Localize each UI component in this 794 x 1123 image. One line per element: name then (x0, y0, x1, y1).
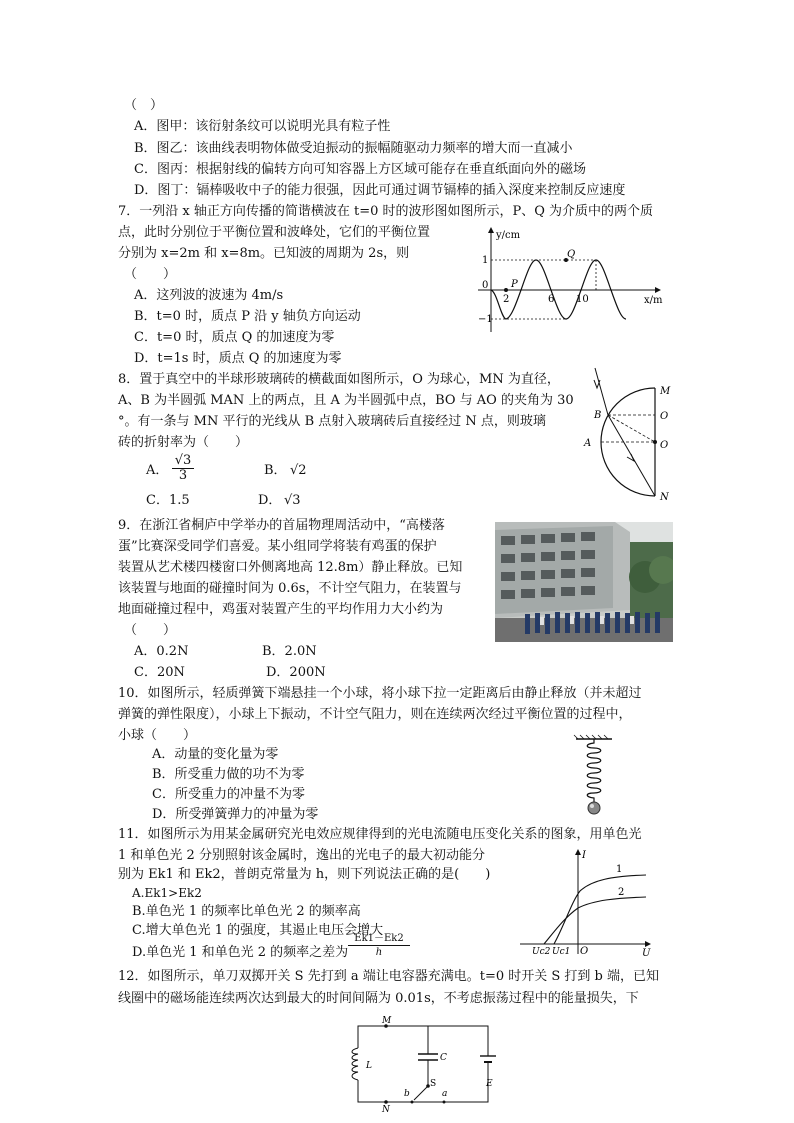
q7-tick-x-6: 6 (548, 294, 555, 305)
q7-tick-y-1: 1 (482, 255, 489, 266)
q11-label-u: U (642, 948, 651, 958)
q8-option-d-label: D． (258, 493, 282, 508)
q7-stem-line3: 分别为 x=2m 和 x=8m。已知波的周期为 2s，则 (118, 246, 410, 261)
q12-label-e: E (486, 1079, 493, 1089)
q10-stem-line3: 小球（ ） (118, 728, 197, 743)
q11-stem-line1: 11．如图所示为用某金属研究光电效应规律得到的光电流随电压变化关系的图象，用单色光 (118, 827, 642, 842)
q10-option-d: D．所受弹簧弹力的冲量为零 (152, 807, 319, 822)
q11-option-a: A.Ek1>Ek2 (132, 886, 202, 900)
q7-y-label: y/cm (496, 230, 521, 241)
q10-option-a: A．动量的变化量为零 (152, 747, 279, 762)
q11-stem-line3: 别为 Ek1 和 Ek2，普朗克常量为 h，则下列说法正确的是( ) (118, 867, 491, 882)
q8-option-a-fraction (172, 454, 194, 483)
q8-option-d-value: √3 (284, 493, 301, 508)
q11-option-b: B.单色光 1 的频率比单色光 2 的频率高 (132, 904, 361, 919)
q9-option-c: C．20N (134, 665, 185, 680)
q8-option-b-label: B． (264, 463, 287, 478)
q11-label-uc1: Uc1 (552, 947, 571, 957)
q7-wave-graph (470, 222, 670, 337)
q8-hemisphere-figure (576, 366, 686, 506)
q12-label-b: b (404, 1089, 410, 1099)
q11-label-i: I (582, 850, 586, 861)
q8-option-b-value: √2 (290, 463, 307, 478)
q11-curve-2 (544, 897, 646, 944)
q8-option-c: C．1.5 (146, 493, 190, 508)
q12-lc-circuit (346, 1014, 506, 1114)
q10-spring-coil (587, 739, 601, 802)
q8-option-a-denominator: 3 (178, 468, 188, 483)
q9-building-photo (495, 522, 673, 642)
q11-label-uc2: Uc2 (532, 947, 551, 957)
q9-paren: （ ） (124, 623, 177, 638)
q10-ball (588, 802, 600, 814)
q7-option-c: C．t=0 时，质点 Q 的加速度为零 (134, 330, 335, 345)
q7-point-p (504, 288, 508, 292)
q7-tick-y-neg1: −1 (478, 314, 493, 325)
q8-label-o: O (660, 440, 669, 451)
q9-stem-line5: 地面碰撞过程中，鸡蛋对装置产生的平均作用力大小约为 (118, 602, 444, 617)
q8-label-m: M (660, 386, 671, 397)
q7-origin: 0 (482, 280, 489, 291)
q7-label-p: P (511, 279, 518, 290)
q11-label-o: O (580, 946, 589, 957)
q8-stem-line2: A、B 为半圆弧 MAN 上的两点，且 A 为半圆弧中点，BO 与 AO 的夹角为 30 (118, 393, 574, 408)
q12-label-l: L (366, 1061, 372, 1071)
q12-stem-line2: 线圈中的磁场能连续两次达到最大的时间间隔为 0.01s，不考虑振荡过程中的能量损失，下 (118, 991, 639, 1006)
q12-stem-line1: 12．如图所示，单刀双掷开关 S 先打到 a 端让电容器充满电。t=0 时开关 S 打到 b 端，已知 (118, 969, 660, 984)
q10-spring-ball-figure (572, 734, 616, 816)
q7-option-a: A．这列波的波速为 4m/s (134, 288, 284, 303)
q9-option-b: B．2.0N (262, 644, 317, 659)
q9-stem-line2: 蛋”比赛深受同学们喜爱。某小组同学将装有鸡蛋的保护 (118, 539, 437, 554)
q8-option-a-numerator: √3 (172, 454, 194, 469)
q11-curve-1 (554, 875, 646, 944)
q9-option-d: D．200N (266, 665, 326, 680)
q9-option-a: A．0.2N (134, 644, 189, 659)
q8-stem-line3: °。有一条与 MN 平行的光线从 B 点射入玻璃砖后直接经过 N 点，则玻璃 (118, 414, 546, 429)
q8-stem-line1: 8．置于真空中的半球形玻璃砖的横截面如图所示，O 为球心，MN 为直径， (118, 372, 560, 387)
q6-paren: （ ） (124, 98, 164, 113)
q8-label-n: N (660, 492, 669, 503)
q12-label-s: S (430, 1079, 437, 1089)
q12-switch-blade (414, 1086, 428, 1100)
q8-incident-ray (595, 368, 608, 415)
q8-option-a-label: A． (146, 463, 169, 478)
q7-option-b: B．t=0 时，质点 P 沿 y 轴负方向运动 (134, 309, 361, 324)
q7-paren: （ ） (124, 267, 177, 282)
q10-stem-line2: 弹簧的弹性限度），小球上下振动，不计空气阻力，则在连续两次经过平衡位置的过程中， (118, 707, 632, 722)
q7-tick-x-2: 2 (503, 294, 510, 305)
q10-option-b: B．所受重力做的功不为零 (152, 767, 305, 782)
q11-option-c: C.增大单色光 1 的强度，其遏止电压会增大 (132, 923, 384, 938)
q12-label-n: N (382, 1105, 390, 1114)
q11-stem-line2: 1 和单色光 2 分别照射该金属时，逸出的光电子的最大初动能分 (118, 848, 485, 863)
q9-stem-line3: 装置从艺术楼四楼窗口外侧离地高 12.8m）静止释放。已知 (118, 560, 463, 575)
q11-curve-label-2: 2 (618, 887, 625, 898)
q6-option-a: A．图甲：该衍射条纹可以说明光具有粒子性 (134, 119, 391, 134)
q11-option-d: D.单色光 1 和单色光 2 的频率之差为 (132, 945, 349, 960)
q11-photocurrent-graph (516, 846, 656, 958)
q6-option-d: D．图丁：镉棒吸收中子的能力很强，因此可通过调节镉棒的插入深度来控制反应速度 (134, 183, 626, 198)
q8-label-b: B (594, 410, 602, 421)
q7-x-label: x/m (644, 295, 663, 306)
q12-label-c: C (440, 1053, 447, 1063)
q7-stem-line1: 7．一列沿 x 轴正方向传播的简谐横波在 t=0 时的波形图如图所示，P、Q 为介质中的两个质 (118, 204, 654, 219)
q11-option-d-fraction (348, 932, 410, 959)
q11-option-d-numerator: Ek1－Ek2 (348, 932, 410, 946)
q12-label-m: M (382, 1016, 392, 1026)
q7-label-q: Q (567, 249, 576, 260)
q7-tick-x-10: 10 (576, 294, 589, 305)
q7-option-d: D．t=1s 时，质点 Q 的加速度为零 (134, 351, 342, 366)
q8-stem-line4: 砖的折射率为（ ） (118, 435, 249, 450)
q8-label-o-upper: O (660, 411, 669, 422)
q11-option-d-denominator: h (375, 947, 383, 958)
q11-curve-label-1: 1 (616, 864, 623, 875)
q9-stem-line1: 9．在浙江省桐庐中学举办的首届物理周活动中，“高楼落 (118, 518, 445, 533)
q6-option-b: B．图乙：该曲线表明物体做受迫振动的振幅随驱动力频率的增大而一直减小 (134, 141, 573, 156)
q8-label-a: A (584, 438, 592, 449)
q10-stem-line1: 10．如图所示，轻质弹簧下端悬挂一个小球，将小球下拉一定距离后由静止释放（并未超过 (118, 686, 642, 701)
q12-label-a: a (442, 1089, 448, 1099)
q10-option-c: C．所受重力的冲量不为零 (152, 787, 305, 802)
q6-option-c: C．图丙：根据射线的偏转方向可知容器上方区域可能存在垂直纸面向外的磁场 (134, 162, 586, 177)
q9-stem-line4: 该装置与地面的碰撞时间为 0.6s，不计空气阻力，在装置与 (118, 581, 462, 596)
q7-stem-line2: 点，此时分别位于平衡位置和波峰处，它们的平衡位置 (118, 225, 431, 240)
